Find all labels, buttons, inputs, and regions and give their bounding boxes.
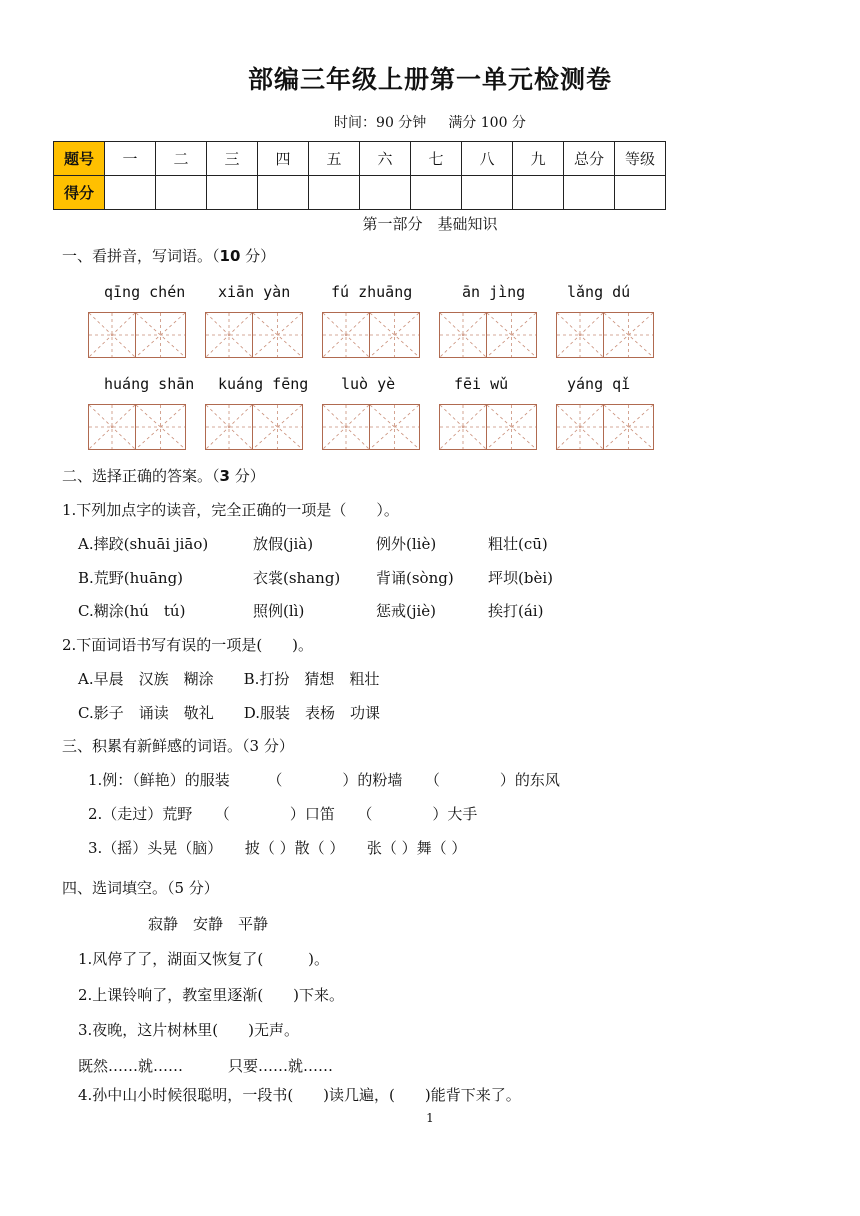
pinyin-label: kuáng fēng [218,375,309,393]
section-4-title: 四、选词填空。（5 分） [62,879,219,897]
grid-guide-lines [136,405,185,449]
score-input-cell[interactable] [156,176,207,210]
option-ab-line: A.早晨 汉族 糊涂 B.打扮 猜想 粗壮 [78,670,380,688]
score-table [53,141,666,210]
score-table-cell: 八 [462,142,513,176]
grid-guide-lines [136,313,185,357]
score-input-cell[interactable] [360,176,411,210]
tianzige-cell[interactable] [487,404,537,450]
word-choices-1: 寂静 安静 平静 [148,915,269,933]
grid-guide-lines [440,405,486,449]
tianzige-cell[interactable] [370,312,420,358]
tianzige-cell[interactable] [439,404,487,450]
tianzige-cell[interactable] [205,312,253,358]
tianzige-cell[interactable] [136,404,186,450]
option-b-item: 背诵(sòng) [376,569,454,587]
tianzige-cell[interactable] [604,312,654,358]
score-table-cell: 九 [513,142,564,176]
tianzige-cell[interactable] [370,404,420,450]
section-1-title-prefix: 一、看拼音，写词语。（ [62,247,220,265]
option-b-item: 坪坝(bèi) [488,569,553,587]
section-2-title-suffix: 分） [229,467,265,485]
writing-grid[interactable] [556,404,654,450]
writing-grid[interactable] [88,404,186,450]
score-table-cell: 三 [207,142,258,176]
score-input-cell[interactable] [105,176,156,210]
page-title: 部编三年级上册第一单元检测卷 [247,65,612,94]
score-table-cell: 一 [105,142,156,176]
option-c-item: C.糊涂(hú tú) [78,602,186,620]
score-table-cell: 六 [360,142,411,176]
score-table-cell: 等级 [615,142,666,176]
section-1-title [62,245,275,266]
grid-guide-lines [487,313,536,357]
score-input-cell[interactable] [207,176,258,210]
score-input-cell[interactable] [411,176,462,210]
option-b-item: B.荒野(huāng) [78,569,184,587]
score-table-header-row [54,142,666,176]
tianzige-cell[interactable] [604,404,654,450]
tianzige-cell[interactable] [253,312,303,358]
score-input-cell[interactable] [258,176,309,210]
option-c-item: 惩戒(jiè) [376,602,437,620]
score-table-score-row [54,176,666,210]
tianzige-cell[interactable] [88,312,136,358]
section-2-title-prefix: 二、选择正确的答案。（ [62,467,220,485]
word-choices-2: 既然……就…… 只要……就…… [78,1057,334,1075]
question-3-line-2: 2.（走过）荒野 （ ）口笛 （ ）大手 [88,805,478,823]
tianzige-cell[interactable] [322,312,370,358]
score-table-cell: 七 [411,142,462,176]
grid-guide-lines [604,405,653,449]
writing-grid[interactable] [439,312,537,358]
grid-guide-lines [206,313,252,357]
exam-info [0,112,860,132]
pinyin-label: lǎng dú [567,283,631,301]
pinyin-label: qīng chén [104,283,186,301]
question-4-3: 3.夜晚，这片树林里( )无声。 [78,1021,300,1039]
tianzige-cell[interactable] [88,404,136,450]
section-2-score: 3 [219,467,230,485]
pinyin-label: fú zhuāng [331,283,413,301]
grid-guide-lines [557,313,603,357]
writing-grid[interactable] [439,404,537,450]
option-a-item: 例外(liè) [376,535,437,553]
writing-grid[interactable] [556,312,654,358]
section-2-title [62,465,265,486]
tianzige-cell[interactable] [556,404,604,450]
tianzige-cell[interactable] [136,312,186,358]
pinyin-label: luò yè [341,375,396,393]
tianzige-cell[interactable] [205,404,253,450]
pinyin-label: xiān yàn [218,283,291,301]
question-4-4: 4.孙中山小时候很聪明，一段书( )读几遍，( )能背下来了。 [78,1086,521,1104]
question-4-1: 1.风停了了，湖面又恢复了( )。 [78,950,330,968]
writing-grid[interactable] [322,404,420,450]
option-a-item: 放假(jià) [253,535,314,553]
question-2-1: 1.下列加点字的读音，完全正确的一项是（ ）。 [62,501,399,519]
grid-guide-lines [370,313,419,357]
option-c-item: 照例(lì) [253,602,305,620]
page-number: 1 [426,1111,434,1125]
score-input-cell[interactable] [513,176,564,210]
grid-guide-lines [89,313,135,357]
grid-guide-lines [557,405,603,449]
question-3-line-3: 3.（摇）头晃（脑） 披（ ）散（ ） 张（ ）舞（ ） [88,839,467,857]
score-input-cell[interactable] [564,176,615,210]
grid-guide-lines [604,313,653,357]
score-table-cell: 二 [156,142,207,176]
section-1-score: 10 [219,247,241,265]
writing-grid[interactable] [322,312,420,358]
grid-guide-lines [253,313,302,357]
grid-guide-lines [487,405,536,449]
exam-time: 时间：90 分钟 [334,115,427,131]
grid-guide-lines [253,405,302,449]
writing-grid[interactable] [205,404,303,450]
option-a-item: A.摔跤(shuāi jiāo) [78,535,209,553]
grid-guide-lines [323,313,369,357]
pinyin-label: yáng qǐ [567,375,631,393]
option-a-item: 粗壮(cū) [488,535,548,553]
part-title: 第一部分 基础知识 [362,215,498,233]
score-table-cell: 得分 [54,176,105,210]
tianzige-cell[interactable] [487,312,537,358]
section-3-title: 三、积累有新鲜感的词语。（3 分） [62,737,294,755]
tianzige-cell[interactable] [439,312,487,358]
tianzige-cell[interactable] [322,404,370,450]
tianzige-cell[interactable] [253,404,303,450]
grid-guide-lines [370,405,419,449]
score-input-cell[interactable] [615,176,666,210]
score-table-cell: 总分 [564,142,615,176]
score-table-cell: 题号 [54,142,105,176]
section-1-title-suffix: 分） [240,247,276,265]
writing-grid[interactable] [205,312,303,358]
score-table-cell: 五 [309,142,360,176]
question-2-2: 2.下面词语书写有误的一项是( )。 [62,636,314,654]
pinyin-label: ān jìng [462,283,526,301]
exam-full-score: 满分 100 分 [448,115,526,131]
tianzige-cell[interactable] [556,312,604,358]
score-input-cell[interactable] [309,176,360,210]
option-c-item: 挨打(ái) [488,602,544,620]
score-table-cell: 四 [258,142,309,176]
pinyin-label: huáng shān [104,375,195,393]
grid-guide-lines [89,405,135,449]
option-cd-line: C.影子 诵读 敬礼 D.服装 表杨 功课 [78,704,380,722]
question-3-line-1: 1.例：（鲜艳）的服装 （ ）的粉墙 （ ）的东风 [88,771,560,789]
score-input-cell[interactable] [462,176,513,210]
writing-grid[interactable] [88,312,186,358]
grid-guide-lines [440,313,486,357]
pinyin-label: fēi wǔ [454,375,509,393]
question-4-2: 2.上课铃响了，教室里逐渐( )下来。 [78,986,345,1004]
option-b-item: 衣裳(shang) [253,569,341,587]
grid-guide-lines [206,405,252,449]
grid-guide-lines [323,405,369,449]
